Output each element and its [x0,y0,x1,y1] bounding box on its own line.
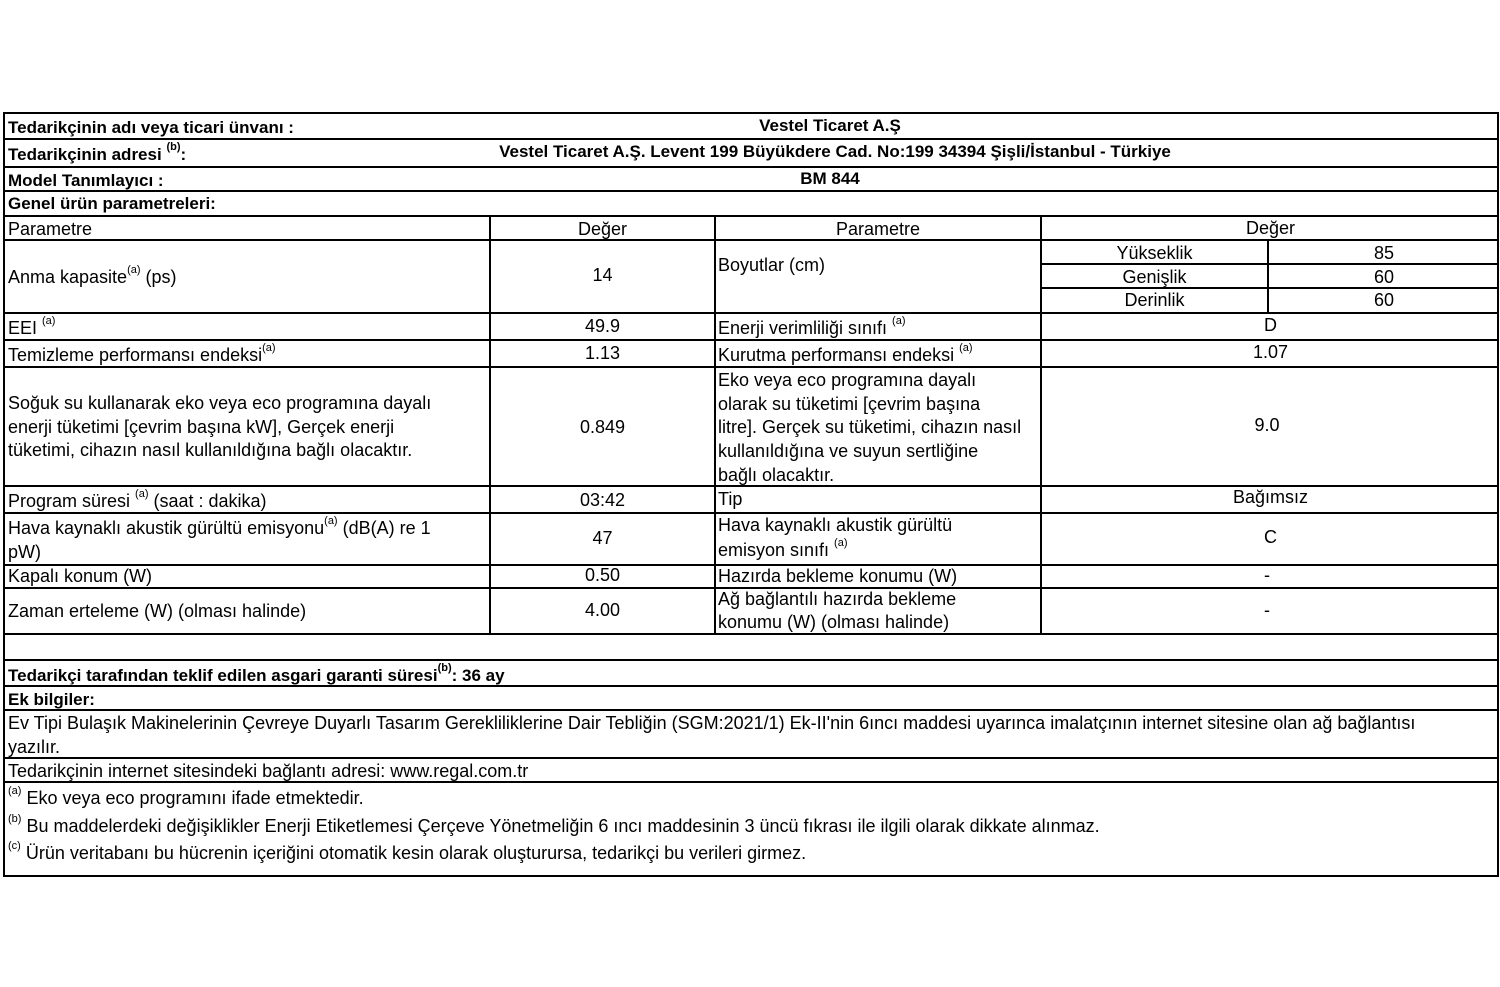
type-value: Bağımsız [1232,487,1309,507]
depth-value: 60 [1373,290,1395,310]
networked-standby-label: Ağ bağlantılı hazırda bekleme [718,589,957,609]
energy-consumption-line: enerji tüketimi [çevrim başına kW], Gerçek enerji [8,417,395,437]
noise-class-label-cont: emisyon sınıfı $^{(a)}$ [718,537,848,560]
capacity-label: Anma kapasite$^{(a)}$ (ps) [8,264,177,287]
param-left-header: Parametre [8,219,93,239]
water-consumption-line: litre]. Gerçek su tüketimi, cihazın nasıl [718,417,1022,437]
width-value: 60 [1373,267,1395,287]
warranty-line: Tedarikçi tarafından teklif edilen asgari garanti süresi$^{(b)}$: 36 ay [8,662,505,685]
noise-emission-label: Hava kaynaklı akustik gürültü emisyonu$^{(a)}$ (dB(A) re 1 [8,515,431,538]
note-a: $^{(a)}$ Eko veya eco programını ifade etmektedir. [8,785,364,808]
row-divider [5,757,1497,759]
row-divider [5,709,1497,711]
row-divider [5,659,1497,661]
cleaning-index-label: Temizleme performansı endeksi$^{(a)}$ [8,342,276,365]
model-label: Model Tanımlayıcı : [8,171,164,190]
website-line: Tedarikçinin internet sitesindeki bağlantı adresi: www.regal.com.tr [8,761,529,781]
dimensions-label: Boyutlar (cm) [718,255,826,275]
noise-class-label: Hava kaynaklı akustik gürültü [718,515,953,535]
drying-index-value: 1.07 [1252,342,1289,362]
note-c: $^{(c)}$ Ürün veritabanı bu hücrenin içeriğini otomatik kesin olarak oluşturursa, tedarikçi bu verileri girmez. [8,840,807,863]
noise-emission-value: 47 [592,528,613,548]
energy-class-label: Enerji verimliliği sınıfı $^{(a)}$ [718,315,906,338]
regulation-text: Ev Tipi Bulaşık Makinelerinin Çevreye Duyarlı Tasarım Gerekliliklerine Dair Tebliğin (SGM:2021/1) Ek-II'nin 6ıncı maddesi uyarınca imalatçının internet sitesine olan ağ bağlantısı [8,713,1416,733]
drying-index-label: Kurutma performansı endeksi $^{(a)}$ [718,342,973,365]
model-value: BM 844 [800,169,860,188]
water-consumption-line: bağlı olacaktır. [718,465,835,485]
program-duration-label: Program süresi $^{(a)}$ (saat : dakika) [8,488,267,511]
general-params-label: Genel ürün parametreleri: [8,194,216,213]
energy-consumption-value: 0.849 [579,417,626,437]
value-right-header: Değer [1245,218,1296,238]
width-label: Genişlik [1122,267,1187,287]
off-mode-label: Kapalı konum (W) [8,566,153,586]
networked-standby-value: - [1264,600,1270,620]
noise-class-value: C [1264,527,1277,547]
product-information-sheet [3,112,1499,877]
height-label: Yükseklik [1116,243,1193,263]
regulation-text-cont: yazılır. [8,737,61,757]
note-b: $^{(b)}$ Bu maddelerdeki değişiklikler Enerji Etiketlemesi Çerçeve Yönetmeliğin 6 ıncı maddesinin 3 üncü fıkrası ile ilgili olarak dikkate alınmaz. [8,813,1100,836]
column-divider [714,215,716,635]
value-left-header: Değer [577,219,628,239]
networked-standby-label-cont: konumu (W) (olması halinde) [718,612,950,632]
eei-label: EEI $^{(a)}$ [8,315,56,338]
depth-label: Derinlik [1124,290,1185,310]
noise-emission-label-cont: pW) [8,542,41,562]
water-consumption-value: 9.0 [1254,415,1280,435]
energy-consumption-line: Soğuk su kullanarak eko veya eco programına dayalı [8,393,432,413]
row-divider [5,190,1497,192]
delay-start-value: 4.00 [584,600,621,620]
delay-start-label: Zaman erteleme (W) (olması halinde) [8,601,307,621]
energy-class-value: D [1264,315,1277,335]
supplier-name-label: Tedarikçinin adı veya ticari ünvanı : [8,118,294,137]
capacity-value: 14 [592,265,613,285]
eei-value: 49.9 [584,316,621,336]
water-consumption-line: olarak su tüketimi [çevrim başına [718,394,981,414]
param-right-header: Parametre [835,219,921,239]
off-mode-value: 0.50 [584,565,621,585]
cleaning-index-value: 1.13 [584,343,621,363]
standby-value: - [1264,565,1270,585]
standby-label: Hazırda bekleme konumu (W) [718,566,958,586]
supplier-name-value: Vestel Ticaret A.Ş [759,116,901,135]
supplier-address-value: Vestel Ticaret A.Ş. Levent 199 Büyükdere Cad. No:199 34394 Şişli/İstanbul - Türkiye [499,142,1171,161]
supplier-address-label: Tedarikçinin adresi $^{(b)}$: [8,141,187,164]
type-label: Tip [718,489,743,509]
website-link: www.regal.com.tr [390,761,529,781]
program-duration-value: 03:42 [579,490,626,510]
additional-info-label: Ek bilgiler: [8,690,95,709]
water-consumption-line: Eko veya eco programına dayalı [718,370,977,390]
energy-consumption-line: tüketimi, cihazın nasıl kullanıldığına bağlı olacaktır. [8,440,413,460]
height-value: 85 [1373,243,1395,263]
water-consumption-line: kullanıldığına ve suyun sertliğine [718,441,979,461]
